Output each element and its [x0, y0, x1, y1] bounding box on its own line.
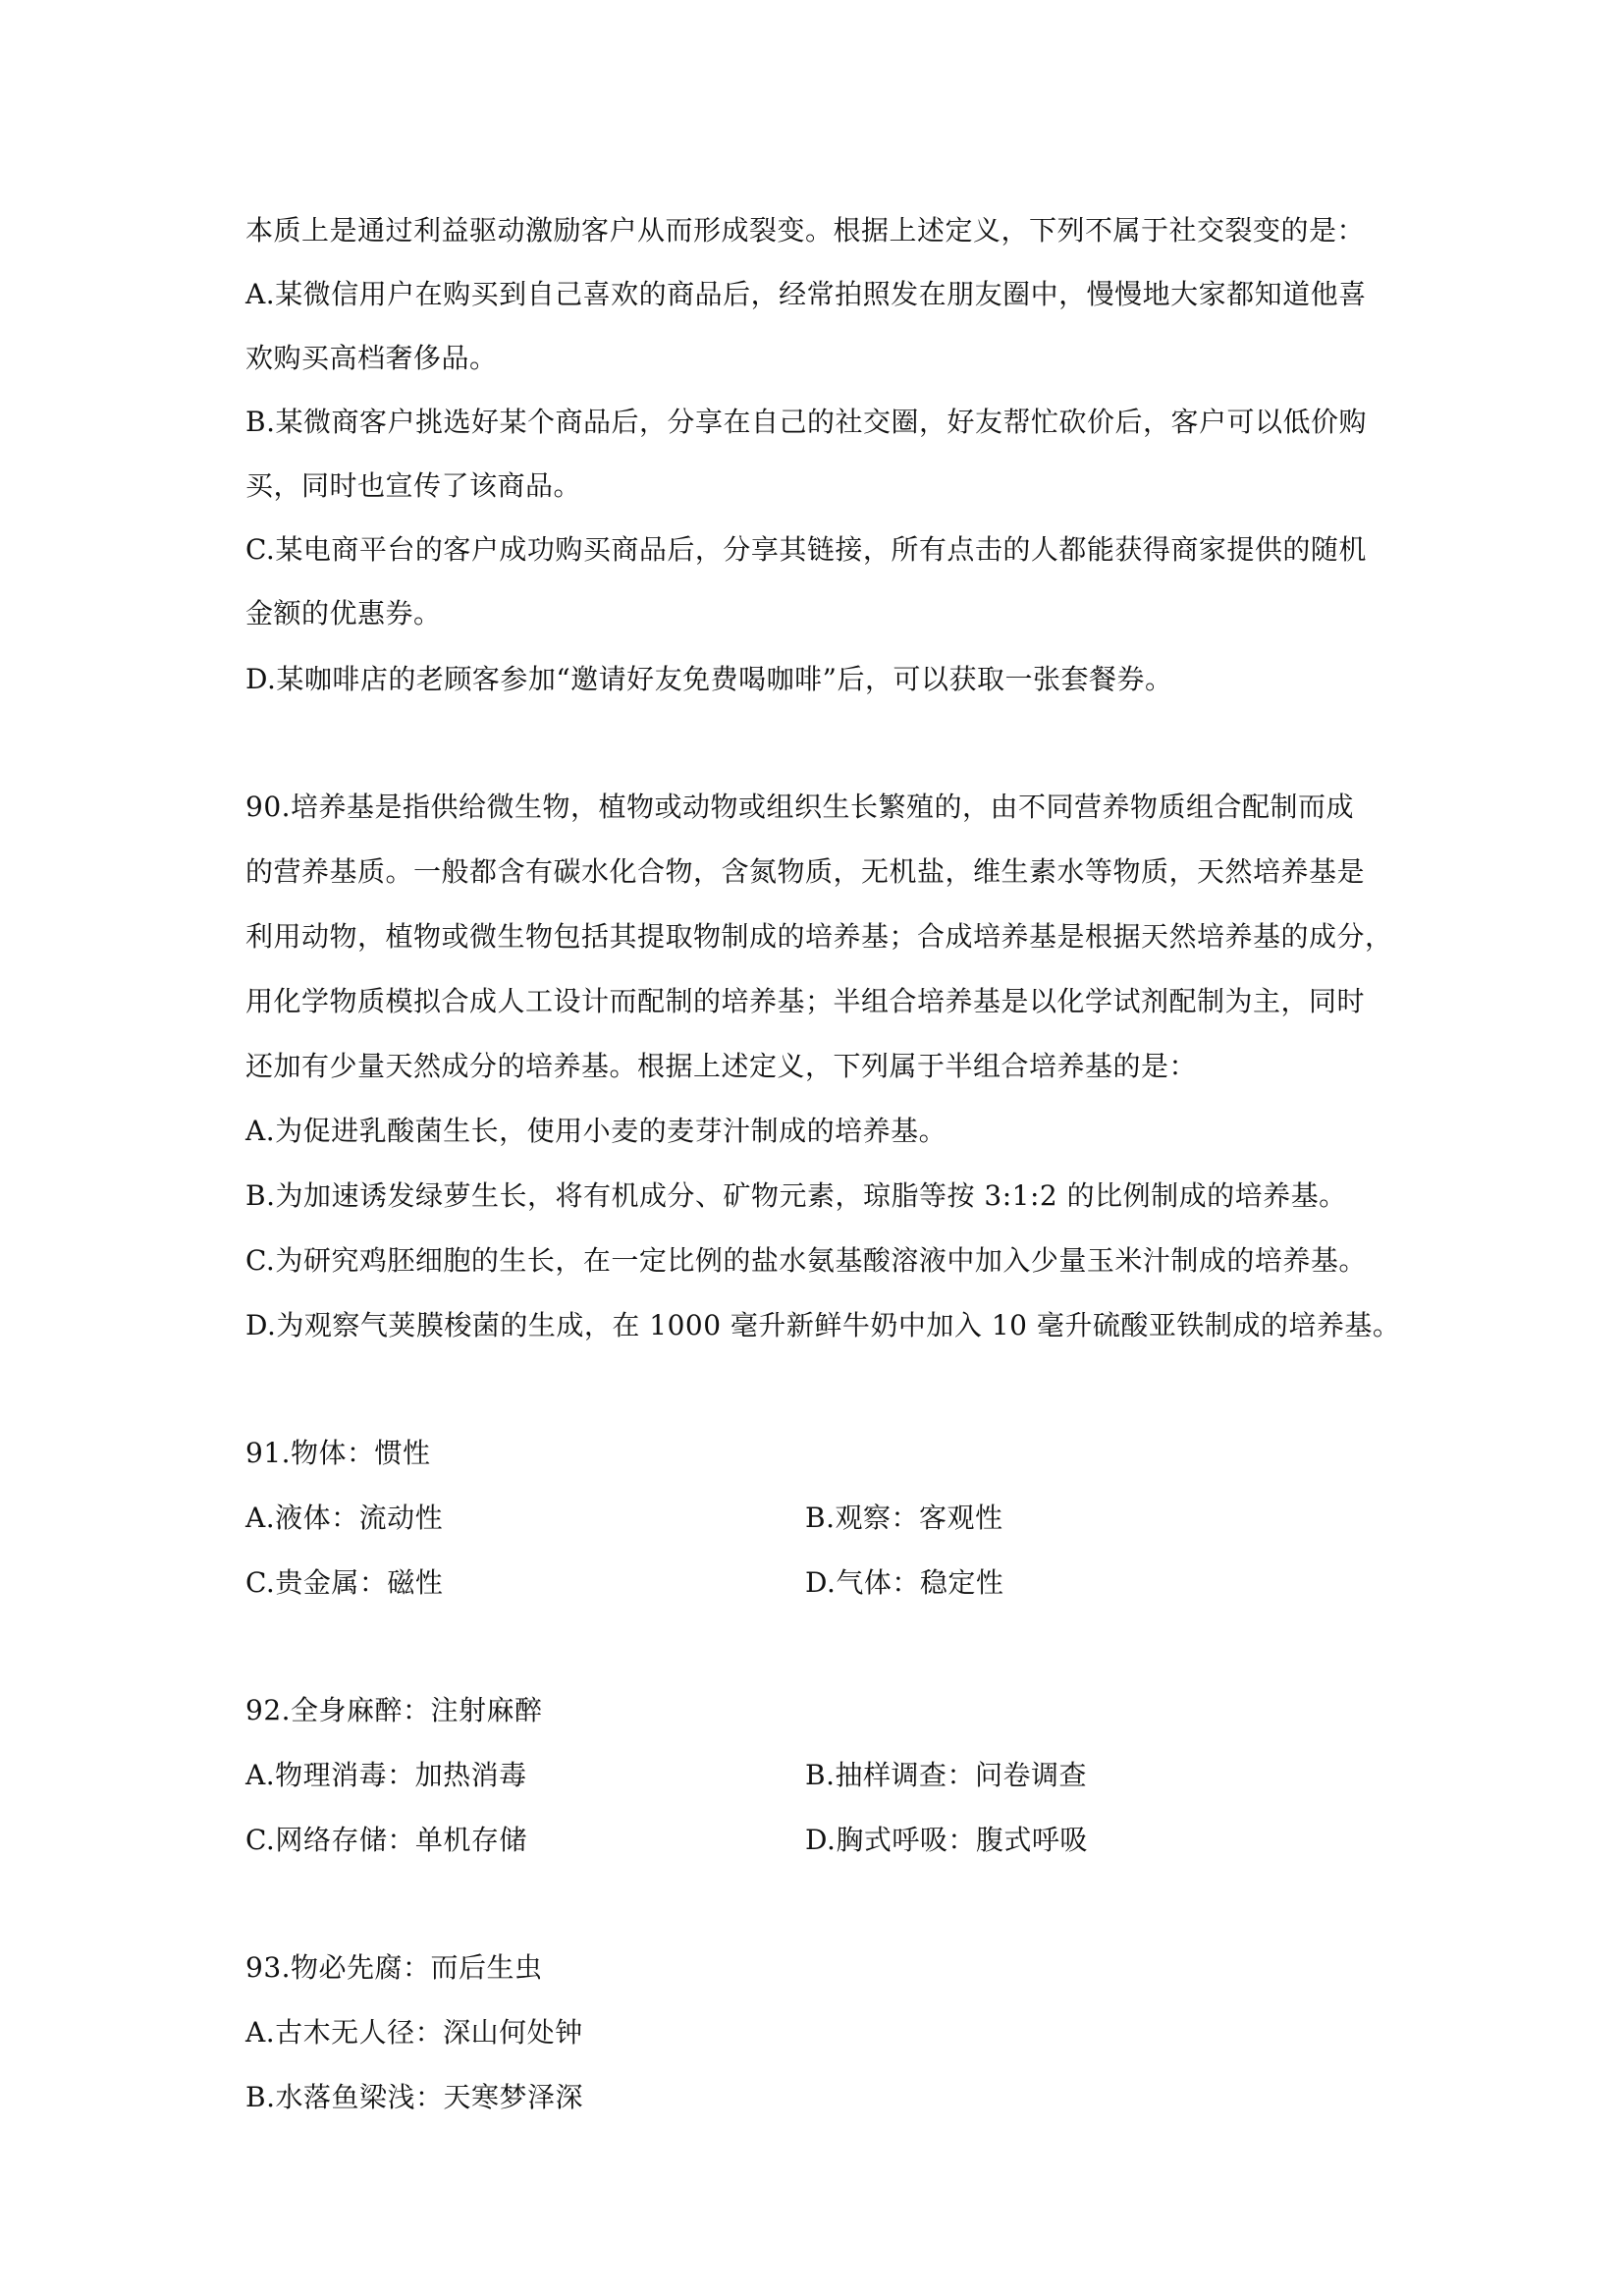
question-93-option-a: A.古木无人径：深山何处钟 — [245, 2016, 583, 2049]
question-91-stem: 91.物体：惯性 — [245, 1437, 431, 1469]
question-92-option-c: C.网络存储：单机存储 — [245, 1824, 527, 1856]
question-89-option-a-cont: 欢购买高档奢侈品。 — [245, 342, 498, 374]
question-89-option-b: B.某微商客户挑选好某个商品后，分享在自己的社交圈，好友帮忙砍价后，客户可以低价购 — [245, 406, 1367, 438]
question-90-stem-line: 还加有少量天然成分的培养基。根据上述定义，下列属于半组合培养基的是： — [245, 1050, 1198, 1082]
question-91-option-b: B.观察：客观性 — [805, 1502, 1003, 1534]
question-89-option-c-cont: 金额的优惠券。 — [245, 597, 442, 629]
question-89-option-c: C.某电商平台的客户成功购买商品后，分享其链接，所有点击的人都能获得商家提供的随机 — [245, 533, 1367, 566]
question-89-option-d: D.某咖啡店的老顾客参加“邀请好友免费喝咖啡”后，可以获取一张套餐券。 — [245, 663, 1173, 695]
question-92-option-d: D.胸式呼吸：腹式呼吸 — [805, 1824, 1088, 1856]
question-90-stem-line: 利用动物，植物或微生物包括其提取物制成的培养基；合成培养基是根据天然培养基的成分， — [245, 920, 1393, 953]
question-89-option-b-cont: 买，同时也宣传了该商品。 — [245, 469, 582, 502]
question-91-option-a: A.液体：流动性 — [245, 1502, 444, 1534]
question-90-stem-line: 90.培养基是指供给微生物，植物或动物或组织生长繁殖的，由不同营养物质组合配制而成 — [245, 791, 1355, 823]
question-91-option-c: C.贵金属：磁性 — [245, 1566, 444, 1599]
question-90-stem-line: 的营养基质。一般都含有碳水化合物，含氮物质，无机盐，维生素水等物质，天然培养基是 — [245, 855, 1366, 888]
question-93-stem: 93.物必先腐：而后生虫 — [245, 1951, 543, 1984]
question-92-option-b: B.抽样调查：问卷调查 — [805, 1759, 1087, 1791]
question-90-option-b: B.为加速诱发绿萝生长，将有机成分、矿物元素，琼脂等按 3:1:2 的比例制成的培养基。 — [245, 1179, 1347, 1212]
question-92-stem: 92.全身麻醉：注射麻醉 — [245, 1694, 543, 1726]
question-92-option-a: A.物理消毒：加热消毒 — [245, 1759, 527, 1791]
question-91-option-d: D.气体：稳定性 — [805, 1566, 1004, 1599]
question-89-option-a: A.某微信用户在购买到自己喜欢的商品后，经常拍照发在朋友圈中，慢慢地大家都知道他喜 — [245, 278, 1367, 310]
question-93-option-b: B.水落鱼梁浅：天寒梦泽深 — [245, 2081, 583, 2113]
question-90-option-c: C.为研究鸡胚细胞的生长，在一定比例的盐水氨基酸溶液中加入少量玉米汁制成的培养基。 — [245, 1244, 1367, 1277]
question-90-option-a: A.为促进乳酸菌生长，使用小麦的麦芽汁制成的培养基。 — [245, 1115, 947, 1147]
question-90-stem-line: 用化学物质模拟合成人工设计而配制的培养基；半组合培养基是以化学试剂配制为主，同时 — [245, 985, 1366, 1017]
question-89-stem: 本质上是通过利益驱动激励客户从而形成裂变。根据上述定义，下列不属于社交裂变的是： — [245, 214, 1366, 246]
question-90-option-d: D.为观察气荚膜梭菌的生成，在 1000 毫升新鲜牛奶中加入 10 毫升硫酸亚铁制成的培养基。 — [245, 1309, 1401, 1341]
